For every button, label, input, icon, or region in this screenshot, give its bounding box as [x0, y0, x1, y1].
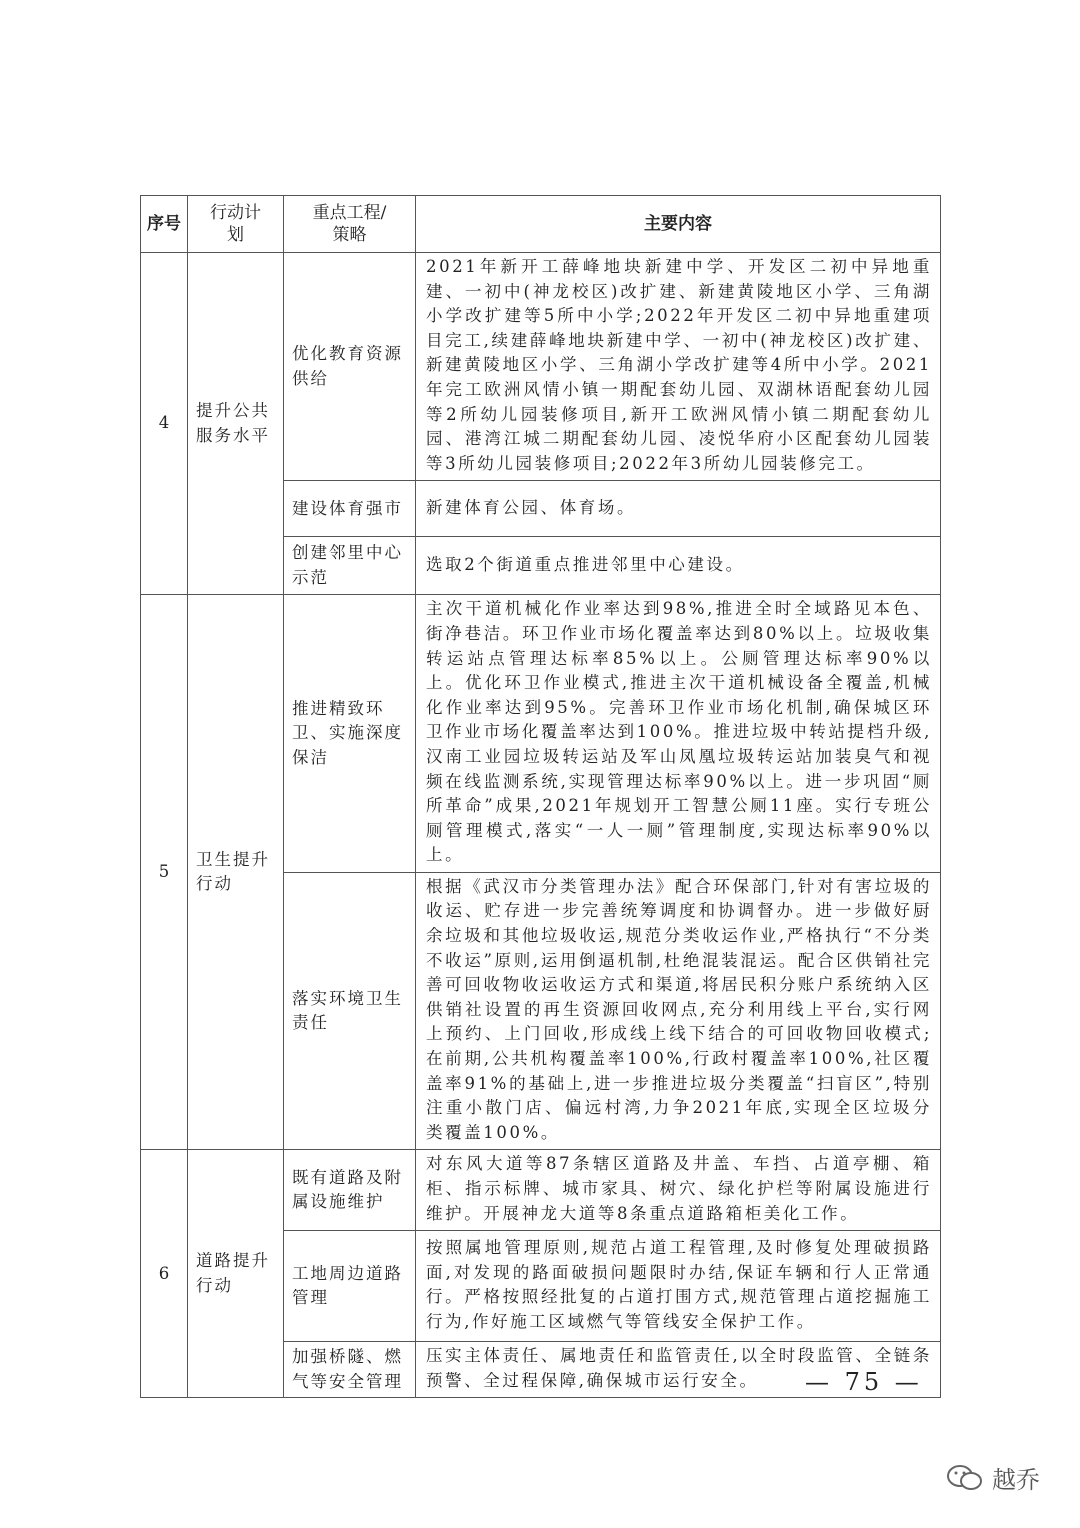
row-no: 6 [141, 1150, 188, 1398]
table-header-row [141, 196, 941, 253]
row-project: 加强桥隧、燃气等安全管理 [284, 1342, 416, 1398]
row-content: 对东风大道等87条辖区道路及井盖、车挡、占道亭棚、箱柜、指示标牌、城市家具、树穴、绿化护栏等附属设施进行维护。开展神龙大道等8条重点道路箱柜美化工作。 [416, 1150, 941, 1231]
row-plan: 提升公共服务水平 [188, 253, 284, 595]
wechat-icon [946, 1464, 984, 1492]
watermark-text: 越乔 [992, 1466, 1040, 1494]
row-plan: 道路提升行动 [188, 1150, 284, 1398]
row-no: 5 [141, 595, 188, 1150]
header-no: 序号 [141, 196, 188, 253]
row-content: 2021年新开工薛峰地块新建中学、开发区二初中异地重建、一初中(神龙校区)改扩建、新建黄陵地区小学、三角湖小学改扩建等5所中小学;2022年开发区二初中异地重建项目完工,续建薛峰地块新建中学、一初中(神龙校区)改扩建、新建黄陵地区小学、三角湖小学改扩建等4所中小学。2021年完工欧洲风情小镇一期配套幼儿园、双湖林语配套幼儿园等2所幼儿园装修项目,新开工欧洲风情小镇二期配套幼儿园、港湾江城二期配套幼儿园、凌悦华府小区配套幼儿园装等3所幼儿园装修项目;2022年3所幼儿园装修完工。 [416, 253, 941, 481]
row-no: 4 [141, 253, 188, 595]
row-project: 推进精致环卫、实施深度保洁 [284, 595, 416, 873]
row-project: 工地周边道路管理 [284, 1231, 416, 1342]
row-project: 创建邻里中心示范 [284, 537, 416, 595]
row-content: 按照属地管理原则,规范占道工程管理,及时修复处理破损路面,对发现的路面破损问题限时办结,保证车辆和行人正常通行。严格按照经批复的占道打围方式,规范管理占道挖掘施工行为,作好施工区域燃气等管线安全保护工作。 [416, 1231, 941, 1342]
row-content: 压实主体责任、属地责任和监管责任,以全时段监管、全链条预警、全过程保障,确保城市运行安全。 [416, 1342, 941, 1398]
header-plan: 行动计划 [188, 196, 284, 253]
table-row [141, 253, 941, 481]
table-row [141, 1150, 941, 1231]
row-content: 主次干道机械化作业率达到98%,推进全时全域路见本色、街净巷洁。环卫作业市场化覆盖率达到80%以上。垃圾收集转运站点管理达标率85%以上。公厕管理达标率90%以上。优化环卫作业模式,推进主次干道机械设备全覆盖,机械化作业率达到95%。完善环卫作业市场化机制,确保城区环卫作业市场化覆盖率达到100%。推进垃圾中转站提档升级,汉南工业园垃圾转运站及军山凤凰垃圾转运站加装臭气和视频在线监测系统,实现管理达标率90%以上。进一步巩固“厕所革命”成果,2021年规划开工智慧公厕11座。实行专班公厕管理模式,落实“一人一厕”管理制度,实现达标率90%以上。 [416, 595, 941, 873]
row-project: 既有道路及附属设施维护 [284, 1150, 416, 1231]
plan-table [140, 195, 941, 1398]
row-project: 建设体育强市 [284, 481, 416, 537]
page-number: — 75 — [805, 1368, 923, 1396]
watermark [946, 1460, 1040, 1495]
row-content: 根据《武汉市分类管理办法》配合环保部门,针对有害垃圾的收运、贮存进一步完善统筹调度和协调督办。进一步做好厨余垃圾和其他垃圾收运,规范分类收运作业,严格执行“不分类不收运”原则,运用倒逼机制,杜绝混装混运。配合区供销社完善可回收物收运收运方式和渠道,将居民积分账户系统纳入区供销社设置的再生资源回收网点,充分利用线上平台,实行网上预约、上门回收,形成线上线下结合的可回收物回收模式;在前期,公共机构覆盖率100%,行政村覆盖率100%,社区覆盖率91%的基础上,进一步推进垃圾分类覆盖“扫盲区”,特别注重小散门店、偏远村湾,力争2021年底,实现全区垃圾分类覆盖100%。 [416, 872, 941, 1150]
row-project: 优化教育资源供给 [284, 253, 416, 481]
row-content: 新建体育公园、体育场。 [416, 481, 941, 537]
header-project: 重点工程/策略 [284, 196, 416, 253]
header-content: 主要内容 [416, 196, 941, 253]
row-content: 选取2个街道重点推进邻里中心建设。 [416, 537, 941, 595]
table-row [141, 595, 941, 873]
row-project: 落实环境卫生责任 [284, 872, 416, 1150]
row-plan: 卫生提升行动 [188, 595, 284, 1150]
